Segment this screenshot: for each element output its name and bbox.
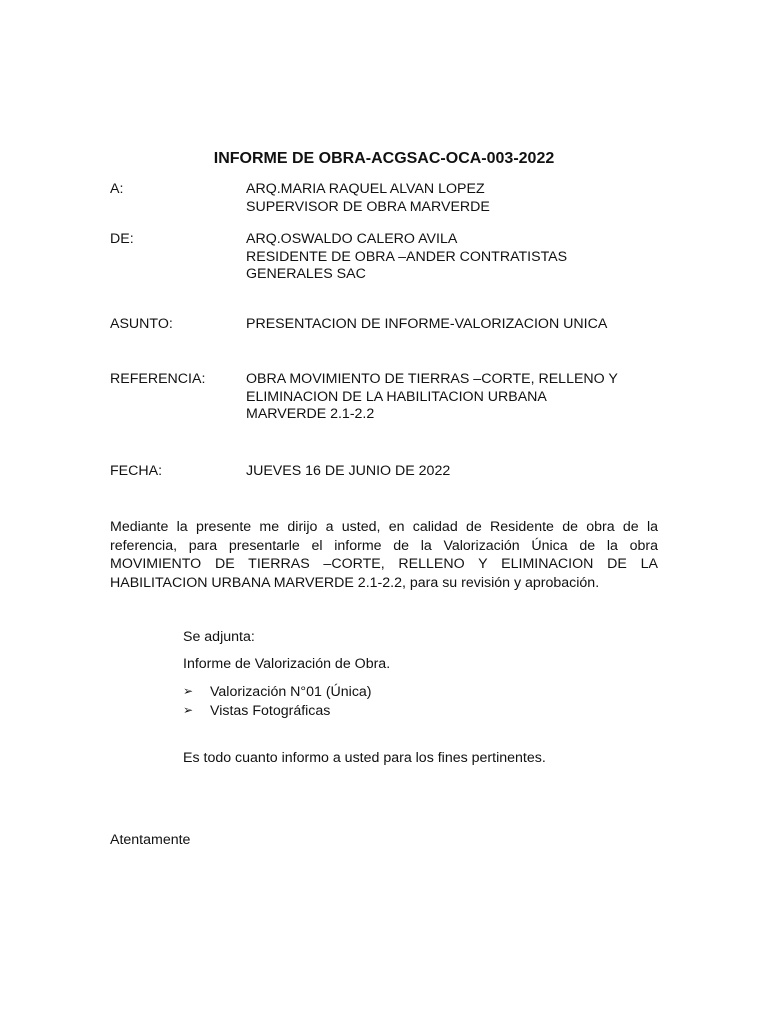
to-label: A: (110, 181, 124, 197)
from-line: GENERALES SAC (246, 266, 366, 282)
to-value (246, 181, 490, 216)
from-value (246, 231, 567, 284)
reference-line: MARVERDE 2.1-2.2 (246, 406, 375, 422)
from-label: DE: (110, 231, 134, 247)
bullet-arrow-icon: ➢ (183, 703, 194, 717)
attachment-item-label: Vistas Fotográficas (210, 703, 331, 719)
date-line: JUEVES 16 DE JUNIO DE 2022 (246, 463, 451, 479)
attachment-item-label: Valorización N°01 (Única) (210, 684, 372, 700)
date-value (246, 463, 450, 481)
reference-line: OBRA MOVIMIENTO DE TIERRAS –CORTE, RELLENO Y (246, 371, 618, 387)
attachments-heading: Informe de Valorización de Obra. (183, 656, 391, 672)
reference-line: ELIMINACION DE LA HABILITACION URBANA (246, 388, 547, 405)
to-line: SUPERVISOR DE OBRA MARVERDE (246, 198, 490, 215)
body-paragraph: Mediante la presente me dirijo a usted, en calidad de Residente de obra de la referencia, para presentarle el informe de la Valorización Única de la obra MOVIMIENTO DE TIERRAS –CORTE, RELLENO Y ELIMINACION DE LA HABILITACION URBANA MARVERDE 2.1-2.2, para su revisión y aprobación. (110, 519, 658, 591)
subject-value (246, 316, 607, 334)
reference-label: REFERENCIA: (110, 371, 206, 387)
subject-label: ASUNTO: (110, 316, 173, 332)
attachments-intro: Se adjunta: (183, 629, 255, 645)
reference-value (246, 371, 618, 424)
to-line: ARQ.MARIA RAQUEL ALVAN LOPEZ (246, 181, 485, 197)
signoff: Atentamente (110, 832, 191, 848)
date-label: FECHA: (110, 463, 163, 479)
subject-line: PRESENTACION DE INFORME-VALORIZACION UNICA (246, 316, 608, 332)
from-line: ARQ.OSWALDO CALERO AVILA (246, 231, 458, 247)
from-line: RESIDENTE DE OBRA –ANDER CONTRATISTAS (246, 248, 568, 265)
document-title: INFORME DE OBRA-ACGSAC-OCA-003-2022 (213, 150, 555, 167)
closing-sentence: Es todo cuanto informo a usted para los fines pertinentes. (183, 750, 546, 766)
bullet-arrow-icon: ➢ (183, 684, 194, 698)
